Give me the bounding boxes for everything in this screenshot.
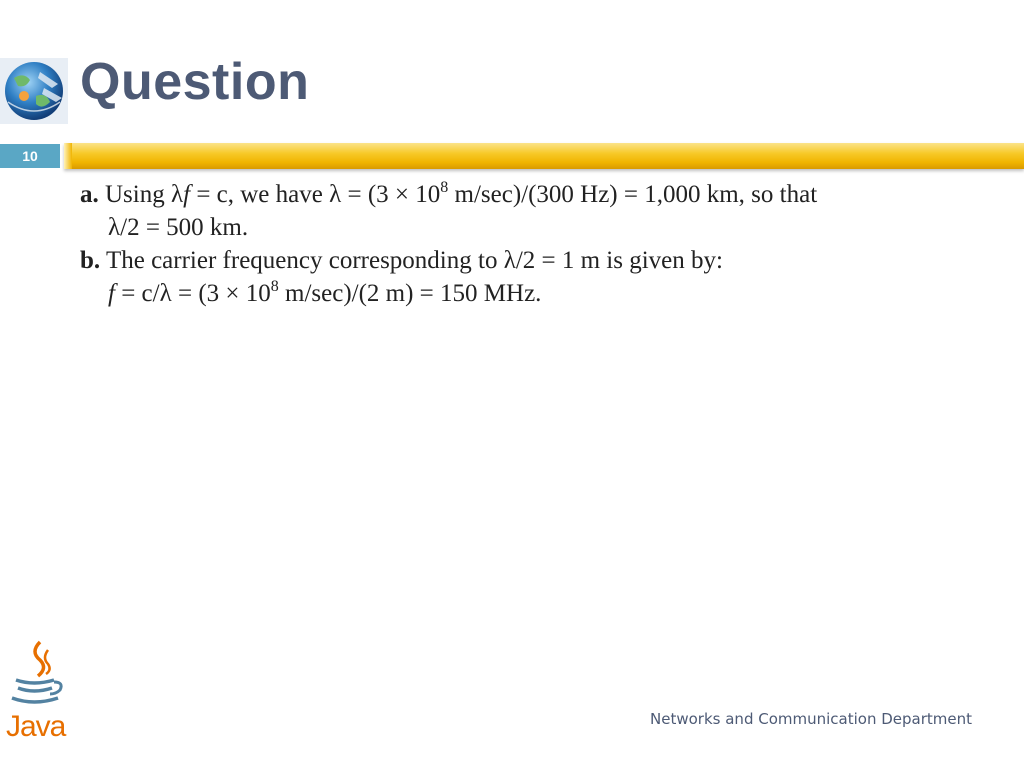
footer-department: Networks and Communication Department — [650, 710, 972, 728]
answer-b-text-1: The carrier frequency corresponding to λ/2 = 1 m is given by: — [105, 247, 723, 274]
answer-a-marker: a. — [80, 181, 99, 208]
java-logo-label: Java — [6, 710, 66, 743]
answer-b-text-2: = c/λ = (3 × 10 — [114, 280, 271, 307]
globe-logo-icon — [0, 58, 68, 124]
answer-content — [80, 178, 980, 310]
answer-a-var-f: f — [183, 181, 191, 208]
title-divider-bar — [64, 143, 1024, 169]
answer-a-exponent: 8 — [440, 179, 449, 196]
answer-a-line-1 — [80, 178, 980, 211]
answer-b-exponent: 8 — [270, 278, 279, 295]
answer-a-line-2: λ/2 = 500 km. — [108, 214, 249, 241]
answer-a-text-1: Using λ — [105, 181, 184, 208]
answer-b-line-2 — [80, 277, 980, 310]
answer-b-marker: b. — [80, 247, 101, 274]
answer-b-line-1 — [80, 244, 980, 277]
answer-a-text-2: = c, we have λ = (3 × 10 — [190, 181, 441, 208]
slide-number-badge: 10 — [0, 144, 60, 168]
slide-title: Question — [80, 53, 310, 111]
answer-a-text-3: m/sec)/(300 Hz) = 1,000 km, so that — [448, 181, 818, 208]
answer-b-text-3: m/sec)/(2 m) = 150 MHz. — [278, 280, 542, 307]
answer-b-var-f: f — [108, 280, 115, 307]
